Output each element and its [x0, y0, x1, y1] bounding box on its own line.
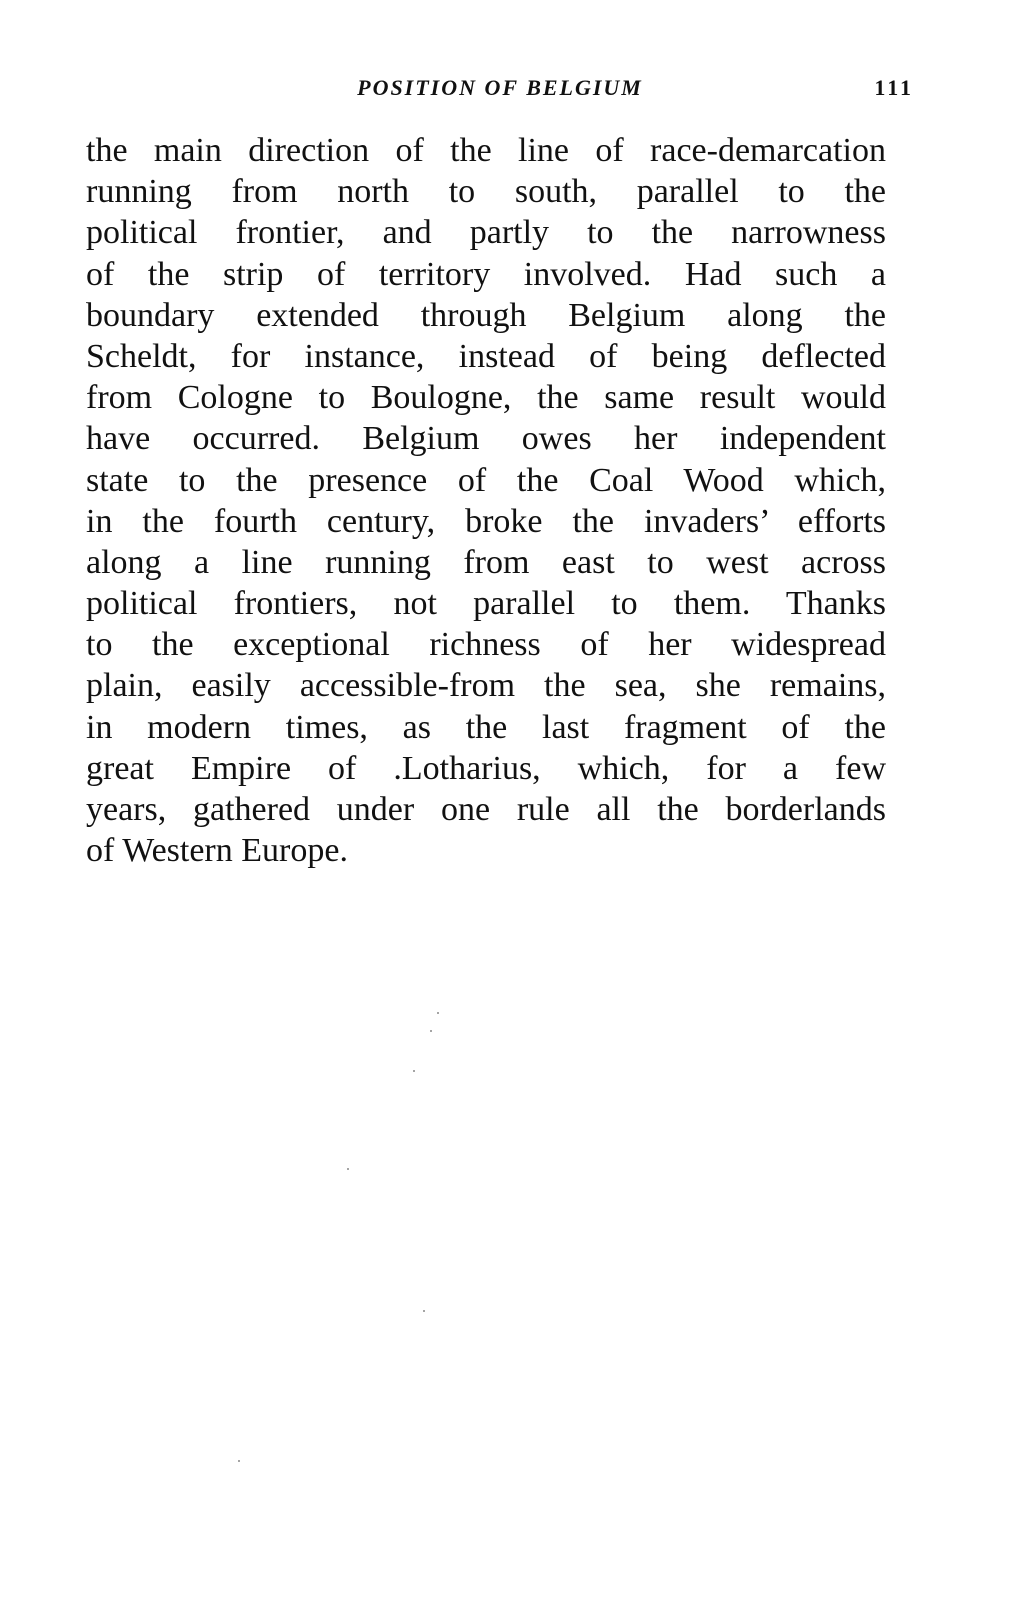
text-line: plain, easily accessible-from the sea, she remains, — [86, 667, 886, 705]
running-head — [86, 68, 914, 108]
text-line: of Western Europe. — [86, 832, 348, 870]
text-line: in modern times, as the last fragment of the — [86, 708, 886, 746]
running-title: POSITION OF BELGIUM — [357, 75, 643, 100]
text-line: along a line running from east to west across — [86, 543, 886, 581]
text-line: Scheldt, for instance, instead of being deflected — [86, 337, 886, 375]
scan-speck — [413, 1070, 415, 1072]
text-line: great Empire of .Lotharius, which, for a few — [86, 749, 886, 787]
text-line: have occurred. Belgium owes her independent — [86, 420, 886, 458]
text-line: of the strip of territory involved. Had such a — [86, 255, 886, 293]
scan-speck — [238, 1460, 240, 1462]
scan-speck — [347, 1168, 349, 1170]
scan-speck — [437, 1012, 439, 1014]
text-line: political frontiers, not parallel to them. Thanks — [86, 585, 886, 623]
text-line: boundary extended through Belgium along the — [86, 296, 886, 334]
scan-speck — [430, 1030, 432, 1032]
text-line: years, gathered under one rule all the borderlands — [86, 791, 886, 828]
text-line: from Cologne to Boulogne, the same result would — [86, 379, 886, 417]
page-number: 111 — [874, 75, 914, 100]
text-line: state to the presence of the Coal Wood which, — [86, 461, 886, 499]
body-paragraph — [86, 130, 886, 871]
scan-speck — [423, 1310, 425, 1312]
text-line: political frontier, and partly to the narrowness — [86, 214, 886, 252]
text-line: to the exceptional richness of her widespread — [86, 626, 886, 664]
text-line: in the fourth century, broke the invaders’ efforts — [86, 502, 886, 540]
text-line: running from north to south, parallel to the — [86, 173, 886, 211]
text-line: the main direction of the line of race-demarcation — [86, 132, 886, 169]
